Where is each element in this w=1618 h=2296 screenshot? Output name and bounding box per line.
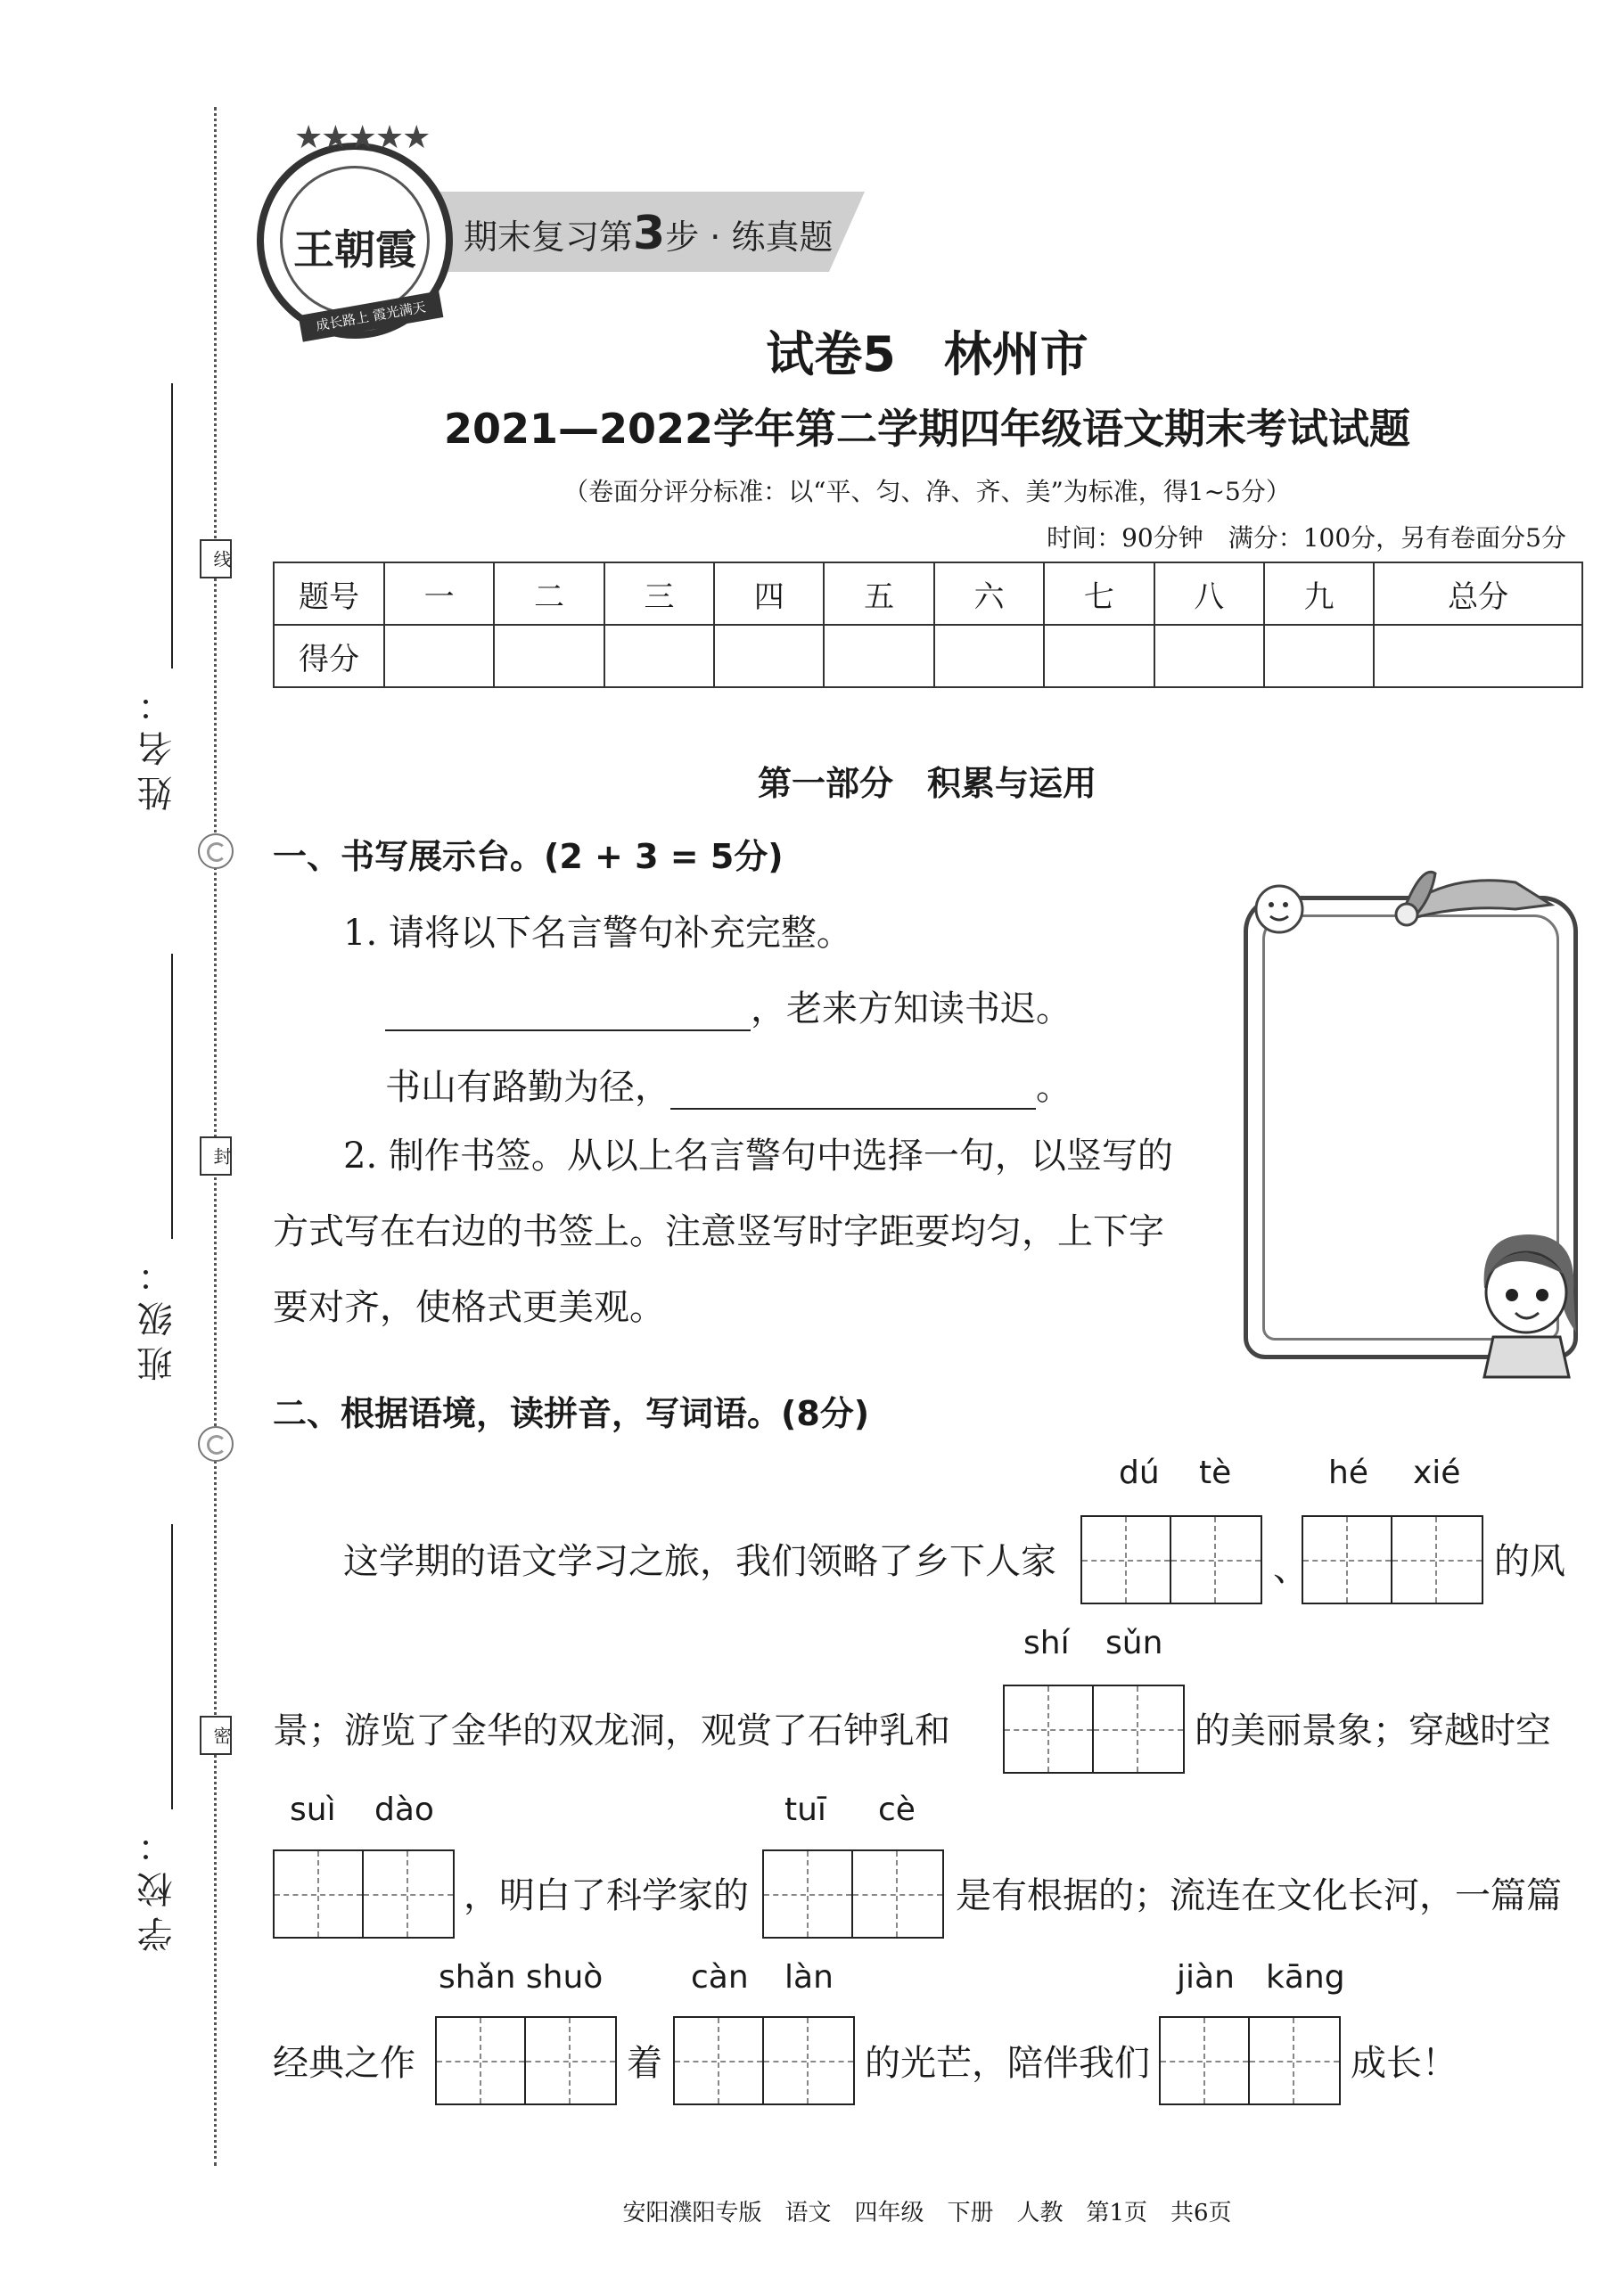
q1-sub2-line3: 要对齐，使格式更美观。 bbox=[273, 1287, 665, 1328]
pinyin: suì bbox=[290, 1792, 336, 1828]
q1-heading: 一、书写展示台。(2 + 3 = 5分) bbox=[273, 837, 784, 876]
score-cell[interactable] bbox=[714, 625, 824, 687]
pinyin: dào bbox=[374, 1792, 434, 1828]
table-cell: 九 bbox=[1264, 562, 1374, 625]
class-write-line[interactable] bbox=[171, 954, 173, 1239]
q2-text-4: 景；游览了金华的双龙洞，观赏了石钟乳和 bbox=[273, 1710, 950, 1751]
brand-slogan: 成长路上 霞光满天 bbox=[299, 291, 444, 341]
tian-grid-dute[interactable] bbox=[1080, 1515, 1262, 1604]
pinyin: càn bbox=[691, 1959, 749, 1996]
table-cell: 总分 bbox=[1374, 562, 1582, 625]
page-footer: 安阳濮阳专版 语文 四年级 下册 人教 第1页 共6页 bbox=[622, 2200, 1232, 2226]
pinyin: cè bbox=[878, 1792, 916, 1828]
q1-line2-end: 。 bbox=[1036, 1067, 1072, 1108]
score-table-score-row bbox=[274, 625, 1582, 687]
table-cell: 六 bbox=[934, 562, 1044, 625]
pinyin: kāng bbox=[1266, 1959, 1345, 1996]
q2-text-2: 、 bbox=[1273, 1548, 1309, 1589]
q1-line2 bbox=[385, 1059, 1072, 1110]
answer-blank[interactable] bbox=[670, 1072, 1036, 1110]
q2-text-9: 着 bbox=[627, 2043, 662, 2084]
cut-mark-seal: 封 bbox=[200, 1136, 232, 1176]
q2-text-8: 经典之作 bbox=[273, 2043, 415, 2084]
score-cell[interactable] bbox=[1374, 625, 1582, 687]
swirl-icon bbox=[198, 1426, 234, 1462]
score-table bbox=[273, 562, 1583, 688]
ribbon-icon bbox=[1248, 856, 1569, 954]
pinyin: xié bbox=[1413, 1455, 1461, 1491]
q2-heading: 二、根据语境，读拼音，写词语。(8分) bbox=[273, 1394, 870, 1433]
cut-mark-line: 线 bbox=[200, 539, 232, 578]
table-cell: 二 bbox=[494, 562, 604, 625]
q1-line1 bbox=[385, 980, 1072, 1031]
q1-sub1: 1. 请将以下名言警句补充完整。 bbox=[343, 913, 852, 954]
pinyin: dú bbox=[1119, 1455, 1160, 1491]
scoring-note: （卷面分评分标准：以“平、匀、净、齐、美”为标准，得1~5分） bbox=[563, 477, 1291, 506]
paper-subtitle: 2021—2022学年第二学期四年级语文期末考试试题 bbox=[443, 405, 1411, 453]
q1-sub2-line1: 2. 制作书签。从以上名言警句中选择一句，以竖写的 bbox=[343, 1136, 1173, 1177]
tian-grid-shanshuo[interactable] bbox=[435, 2016, 617, 2105]
pinyin: sǔn bbox=[1105, 1625, 1163, 1661]
q2-text-3: 的风 bbox=[1494, 1541, 1565, 1582]
q2-text-1: 这学期的语文学习之旅，我们领略了乡下人家 bbox=[343, 1541, 1056, 1582]
time-info: 时间：90分钟 满分：100分，另有卷面分5分 bbox=[1047, 523, 1566, 553]
pinyin: shí bbox=[1023, 1625, 1070, 1661]
school-write-line[interactable] bbox=[171, 1524, 173, 1809]
q1-line2-text: 书山有路勤为径， bbox=[385, 1067, 670, 1108]
table-cell: 四 bbox=[714, 562, 824, 625]
table-cell: 七 bbox=[1044, 562, 1154, 625]
score-cell[interactable] bbox=[494, 625, 604, 687]
score-cell[interactable] bbox=[934, 625, 1044, 687]
pinyin: hé bbox=[1328, 1455, 1368, 1491]
q2-text-11: 成长！ bbox=[1351, 2043, 1458, 2084]
table-cell: 八 bbox=[1154, 562, 1264, 625]
score-cell[interactable] bbox=[1264, 625, 1374, 687]
tian-grid-shisun[interactable] bbox=[1003, 1685, 1185, 1774]
brand-name: 王朝霞 bbox=[293, 226, 416, 274]
table-cell: 题号 bbox=[274, 562, 384, 625]
tian-grid-jiankang[interactable] bbox=[1159, 2016, 1341, 2105]
score-cell[interactable] bbox=[384, 625, 494, 687]
class-label: 班级： bbox=[137, 1248, 178, 1382]
table-cell: 三 bbox=[604, 562, 714, 625]
score-cell[interactable] bbox=[604, 625, 714, 687]
q2-text-7: 是有根据的；流连在文化长河，一篇篇 bbox=[956, 1875, 1562, 1916]
brand-logo bbox=[257, 119, 453, 339]
score-cell[interactable] bbox=[1044, 625, 1154, 687]
table-cell: 一 bbox=[384, 562, 494, 625]
part1-title: 第一部分 积累与运用 bbox=[757, 764, 1096, 803]
score-table-header-row bbox=[274, 562, 1582, 625]
table-cell: 五 bbox=[824, 562, 933, 625]
tian-grid-tuice[interactable] bbox=[762, 1849, 944, 1939]
score-cell[interactable] bbox=[824, 625, 933, 687]
school-label: 学校： bbox=[137, 1818, 178, 1952]
tian-grid-hexie[interactable] bbox=[1302, 1515, 1483, 1604]
answer-blank[interactable] bbox=[385, 994, 751, 1031]
tian-grid-suidao[interactable] bbox=[273, 1849, 455, 1939]
name-label: 姓名： bbox=[137, 677, 178, 811]
pinyin: làn bbox=[784, 1959, 834, 1996]
name-write-line[interactable] bbox=[171, 383, 173, 668]
q2-text-5: 的美丽景象；穿越时空 bbox=[1195, 1710, 1551, 1751]
q2-text-6: ，明白了科学家的 bbox=[464, 1875, 749, 1916]
paper-title: 试卷5 林州市 bbox=[766, 326, 1088, 382]
pinyin: shǎn shuò bbox=[439, 1959, 604, 1996]
swirl-icon bbox=[198, 833, 234, 869]
cut-mark-secret: 密 bbox=[200, 1716, 232, 1755]
step-banner-text: 期末复习第3步 · 练真题 bbox=[464, 207, 834, 260]
pinyin: tuī bbox=[784, 1792, 826, 1828]
q1-line1-text: ，老来方知读书迟。 bbox=[751, 988, 1072, 1029]
pinyin: jiàn bbox=[1177, 1959, 1235, 1996]
score-cell[interactable] bbox=[1154, 625, 1264, 687]
girl-cartoon-icon bbox=[1462, 1226, 1587, 1382]
q2-text-10: 的光芒，陪伴我们 bbox=[865, 2043, 1150, 2084]
table-cell: 得分 bbox=[274, 625, 384, 687]
tian-grid-canlan[interactable] bbox=[673, 2016, 855, 2105]
pinyin: tè bbox=[1199, 1455, 1232, 1491]
stars-icon: ★★★★★ bbox=[294, 119, 430, 156]
q1-sub2-line2: 方式写在右边的书签上。注意竖写时字距要均匀，上下字 bbox=[273, 1211, 1164, 1252]
